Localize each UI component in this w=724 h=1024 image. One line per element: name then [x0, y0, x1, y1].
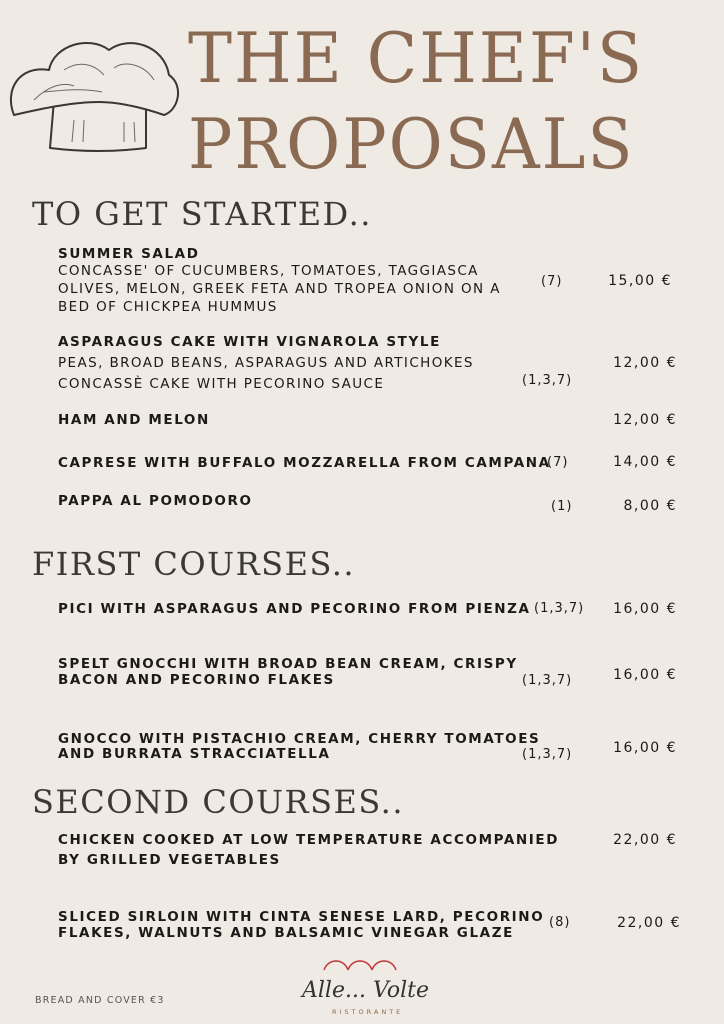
dish-description: CONCASSE' OF CUCUMBERS, TOMATOES, TAGGIASCA	[58, 263, 479, 279]
dish-name: SLICED SIRLOIN WITH CINTA SENESE LARD, PECORINO	[58, 909, 545, 925]
dish-allergens: (1,3,7)	[522, 673, 573, 688]
dish-price: 14,00 €	[613, 454, 677, 470]
dish-name: ASPARAGUS CAKE WITH VIGNAROLA STYLE	[58, 334, 441, 350]
dish-name: HAM AND MELON	[58, 412, 210, 428]
dish-price: 8,00 €	[623, 498, 677, 514]
section-heading-starters: TO GET STARTED..	[32, 195, 372, 233]
dish-name: FLAKES, WALNUTS AND BALSAMIC VINEGAR GLAZE	[58, 925, 514, 941]
dish-allergens: (8)	[549, 915, 571, 930]
dish-price: 16,00 €	[613, 740, 677, 756]
dish-name: CHICKEN COOKED AT LOW TEMPERATURE ACCOMPANIED	[58, 832, 560, 848]
dish-price: 22,00 €	[613, 832, 677, 848]
dish-description: PEAS, BROAD BEANS, ASPARAGUS AND ARTICHOKES	[58, 355, 474, 371]
brand-name: Alle... Volte	[302, 978, 429, 1003]
bread-cover-note: BREAD AND COVER €3	[35, 995, 165, 1006]
dish-allergens: (7)	[547, 455, 569, 470]
dish-name: BACON AND PECORINO FLAKES	[58, 672, 335, 688]
dish-price: 22,00 €	[617, 915, 681, 931]
section-heading-second-courses: SECOND COURSES..	[32, 783, 405, 821]
dish-name: PICI WITH ASPARAGUS AND PECORINO FROM PIENZA	[58, 601, 531, 617]
dish-price: 15,00 €	[608, 273, 672, 289]
dish-description: BED OF CHICKPEA HUMMUS	[58, 299, 278, 315]
dish-allergens: (7)	[541, 274, 563, 289]
dish-name: PAPPA AL POMODORO	[58, 493, 253, 509]
section-heading-first-courses: FIRST COURSES..	[32, 545, 356, 583]
dish-name: SPELT GNOCCHI WITH BROAD BEAN CREAM, CRISPY	[58, 656, 518, 672]
restaurant-logo	[300, 956, 429, 1020]
dish-price: 16,00 €	[613, 667, 677, 683]
page-title-line1: THE CHEF'S	[188, 18, 645, 99]
dish-name: BY GRILLED VEGETABLES	[58, 852, 281, 868]
dish-allergens: (1,3,7)	[522, 373, 573, 388]
page-title-line2: PROPOSALS	[188, 104, 635, 185]
dish-name: SUMMER SALAD	[58, 246, 200, 262]
dish-price: 12,00 €	[613, 412, 677, 428]
dish-description: CONCASSÈ CAKE WITH PECORINO SAUCE	[58, 376, 385, 392]
dish-allergens: (1,3,7)	[522, 747, 573, 762]
dish-price: 16,00 €	[613, 601, 677, 617]
dish-price: 12,00 €	[613, 355, 677, 371]
logo-arches-icon	[300, 956, 425, 976]
dish-allergens: (1,3,7)	[534, 601, 585, 616]
dish-allergens: (1)	[551, 499, 573, 514]
dish-name: GNOCCO WITH PISTACHIO CREAM, CHERRY TOMATOES	[58, 731, 541, 747]
chef-hat-icon	[4, 30, 184, 155]
dish-description: OLIVES, MELON, GREEK FETA AND TROPEA ONION ON A	[58, 281, 501, 297]
dish-name: AND BURRATA STRACCIATELLA	[58, 746, 331, 762]
brand-subtitle: RISTORANTE	[332, 1008, 404, 1016]
dish-name: CAPRESE WITH BUFFALO MOZZARELLA FROM CAMPANA	[58, 455, 551, 471]
